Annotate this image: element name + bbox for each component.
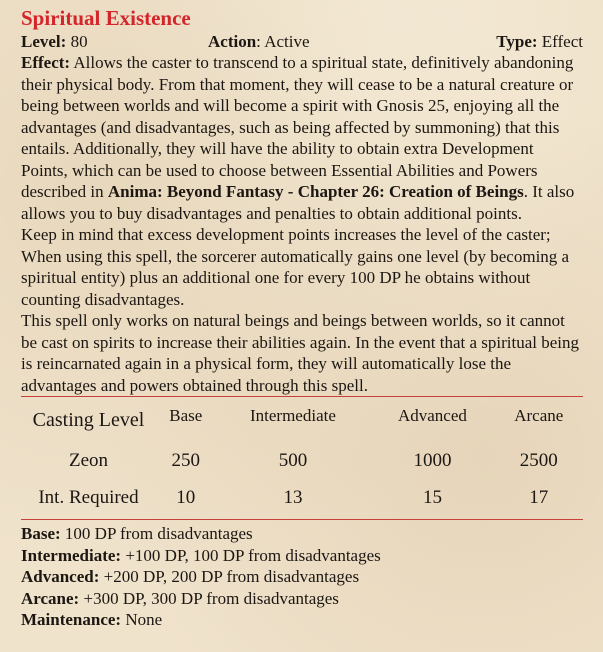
divider-top: [21, 396, 583, 397]
footer-advanced-value: +200 DP, 200 DP from disadvantages: [103, 567, 360, 586]
footer-maintenance: [21, 609, 583, 631]
int-advanced: 15: [422, 486, 442, 508]
spell-meta-row: [21, 31, 583, 52]
tier-header-arcane: Arcane: [514, 406, 564, 425]
level-field: [21, 31, 88, 52]
zeon-base: 250: [171, 449, 201, 471]
tier-header-intermediate: Intermediate: [249, 406, 336, 425]
footer-arcane: [21, 588, 583, 610]
int-required-label: Int. Required: [38, 486, 139, 508]
action-value: : Active: [256, 32, 310, 51]
footer-base-value: 100 DP from disadvantages: [64, 524, 253, 543]
zeon-label: Zeon: [68, 449, 109, 471]
int-intermediate: 13: [283, 486, 303, 508]
effect-reference: Anima: Beyond Fantasy - Chapter 26: Creation of Beings: [107, 182, 524, 201]
level-label: Level:: [21, 32, 67, 51]
casting-level-header: Casting Level: [32, 409, 145, 431]
casting-level-table: [21, 399, 583, 516]
footer-intermediate-label: Intermediate:: [21, 545, 122, 565]
action-field: [208, 31, 310, 52]
effect-text-1: Allows the caster to transcend to a spiritual state, definitively abandoning their physical body. From that moment, they will cease to be a natural creature or being between worlds and will become a spirit with Gnosis 25, enjoying all the advantages (and disadvantages, such as being affected by summoning) that this entails. Additionally, they will have the ability to obtain extra Development Points, which can be used to choose between Essential Abilities and Powers described in: [21, 53, 574, 201]
level-note-paragraph: Keep in mind that excess development points increases the level of the caster; When using this spell, the sorcerer automatically gains one level (by becoming a spiritual entity) plus an additional one for every 100 DP he obtains without counting disadvantages.: [21, 225, 570, 309]
footer-arcane-label: Arcane:: [21, 588, 80, 608]
level-value: 80: [70, 32, 88, 51]
footer-intermediate-value: +100 DP, 100 DP from disadvantages: [125, 545, 381, 565]
footer-advanced: [21, 566, 583, 588]
footer-intermediate: [21, 545, 583, 567]
effect-label: Effect:: [21, 53, 71, 72]
tier-header-base: Base: [169, 406, 203, 425]
footer-arcane-value: +300 DP, 300 DP from disadvantages: [83, 588, 339, 608]
action-label: Action: [208, 32, 257, 51]
table-row-int: [21, 479, 583, 516]
zeon-intermediate: 500: [278, 449, 308, 471]
table-row-zeon: [21, 442, 583, 479]
restriction-paragraph: This spell only works on natural beings and beings between worlds, so it cannot be cast on spirits to increase their abilities again. In the event that a spiritual being is reincarnated again in a physical form, they will automatically lose the advantages and powers obtained through this spell.: [21, 311, 579, 395]
effect-text-2: . It also allows you to buy disadvantages and penalties to obtain additional points.: [21, 182, 575, 223]
footer-advanced-label: Advanced:: [21, 567, 100, 586]
effect-paragraph: [21, 52, 583, 224]
type-label: Type:: [496, 32, 538, 51]
zeon-arcane: 2500: [519, 449, 558, 471]
footer-maintenance-label: Maintenance:: [21, 610, 122, 629]
type-field: [496, 31, 583, 52]
footer-base: [21, 523, 583, 545]
footer-base-label: Base:: [21, 524, 61, 543]
tier-header-advanced: Advanced: [397, 406, 467, 425]
int-base: 10: [176, 486, 196, 508]
int-arcane: 17: [529, 486, 549, 508]
spell-title: Spiritual Existence: [21, 6, 191, 30]
footer-maintenance-value: None: [125, 610, 163, 629]
zeon-advanced: 1000: [413, 449, 452, 471]
table-header-row: [21, 399, 583, 442]
type-value: Effect: [541, 32, 583, 51]
spell-footer: [21, 520, 583, 631]
